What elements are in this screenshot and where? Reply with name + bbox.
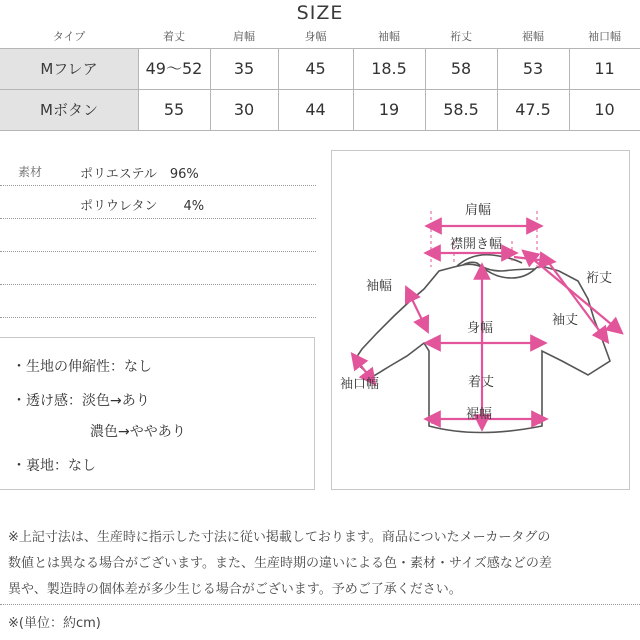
dotted-divider xyxy=(0,317,316,318)
row-label: Mフレア xyxy=(0,49,139,89)
label-length: 着丈 xyxy=(468,375,495,390)
cell-yuki: 58 xyxy=(450,59,472,78)
cell-sleeve-width: 19 xyxy=(378,100,400,119)
cell-hem: 53 xyxy=(522,59,544,78)
cell-sleeve-width: 18.5 xyxy=(371,59,407,78)
size-title: SIZE xyxy=(296,2,344,24)
footer-note-1: ※上記寸法は、生産時に指示した寸法に従い掲載しております。商品についたメーカータグの xyxy=(8,530,551,545)
dotted-divider xyxy=(0,251,316,252)
note-sheerness: ・透け感：淡色→あり xyxy=(12,393,150,409)
cell-cuff: 11 xyxy=(594,59,615,78)
label-body-width: 身幅 xyxy=(467,321,494,336)
cell-hem: 47.5 xyxy=(515,100,551,119)
measurement-diagram xyxy=(331,150,630,490)
note-lining: ・裏地：なし xyxy=(12,458,96,474)
cell-length: 49〜52 xyxy=(145,59,203,78)
label-cuff: 袖口幅 xyxy=(340,377,380,392)
material-label: 素材 xyxy=(18,165,43,179)
note-sheerness-dark: 濃色→ややあり xyxy=(90,424,186,440)
dotted-divider xyxy=(0,604,640,605)
cell-body-width: 44 xyxy=(305,100,326,119)
header-body-width: 身幅 xyxy=(304,30,327,43)
table-row xyxy=(0,48,640,89)
row-label: Mボタン xyxy=(0,90,139,130)
unit-note: ※(単位：約cm) xyxy=(8,616,101,631)
material-line: ポリエステル 96% xyxy=(80,167,199,182)
header-hem: 裾幅 xyxy=(522,30,544,43)
label-hem: 裾幅 xyxy=(466,407,493,422)
header-cuff: 袖口幅 xyxy=(588,30,621,43)
dotted-divider xyxy=(0,218,316,219)
cell-cuff: 10 xyxy=(594,100,615,119)
size-table xyxy=(0,26,640,132)
cell-shoulder: 35 xyxy=(233,59,255,78)
footer-note-3: 異や、製造時の個体差が多少生じる場合がございます。予めご了承ください。 xyxy=(8,582,462,597)
label-yuki: 裄丈 xyxy=(586,271,613,286)
label-shoulder: 肩幅 xyxy=(465,203,492,218)
fabric-notes-box xyxy=(0,337,315,490)
header-shoulder: 肩幅 xyxy=(233,30,255,43)
header-yuki: 裄丈 xyxy=(450,30,472,43)
cell-shoulder: 30 xyxy=(233,100,255,119)
dotted-divider xyxy=(0,185,316,186)
note-stretch: ・生地の伸縮性：なし xyxy=(12,359,152,375)
cell-length: 55 xyxy=(163,100,185,119)
cell-yuki: 58.5 xyxy=(443,100,479,119)
label-neck-width: 襟開き幅 xyxy=(450,237,503,252)
footer-note-2: 数値とは異なる場合がございます。また、生産時期の違いによる色・素材・サイズ感などの差 xyxy=(8,556,552,571)
header-sleeve-width: 袖幅 xyxy=(378,30,400,43)
material-line: ポリウレタン 4% xyxy=(80,199,205,214)
label-sleeve-length: 袖丈 xyxy=(552,313,579,328)
cell-body-width: 45 xyxy=(305,59,326,78)
dotted-divider xyxy=(0,284,316,285)
table-row xyxy=(0,89,640,131)
label-sleeve-width: 袖幅 xyxy=(366,279,393,294)
header-type: タイプ xyxy=(52,30,86,43)
header-length: 着丈 xyxy=(163,30,185,43)
